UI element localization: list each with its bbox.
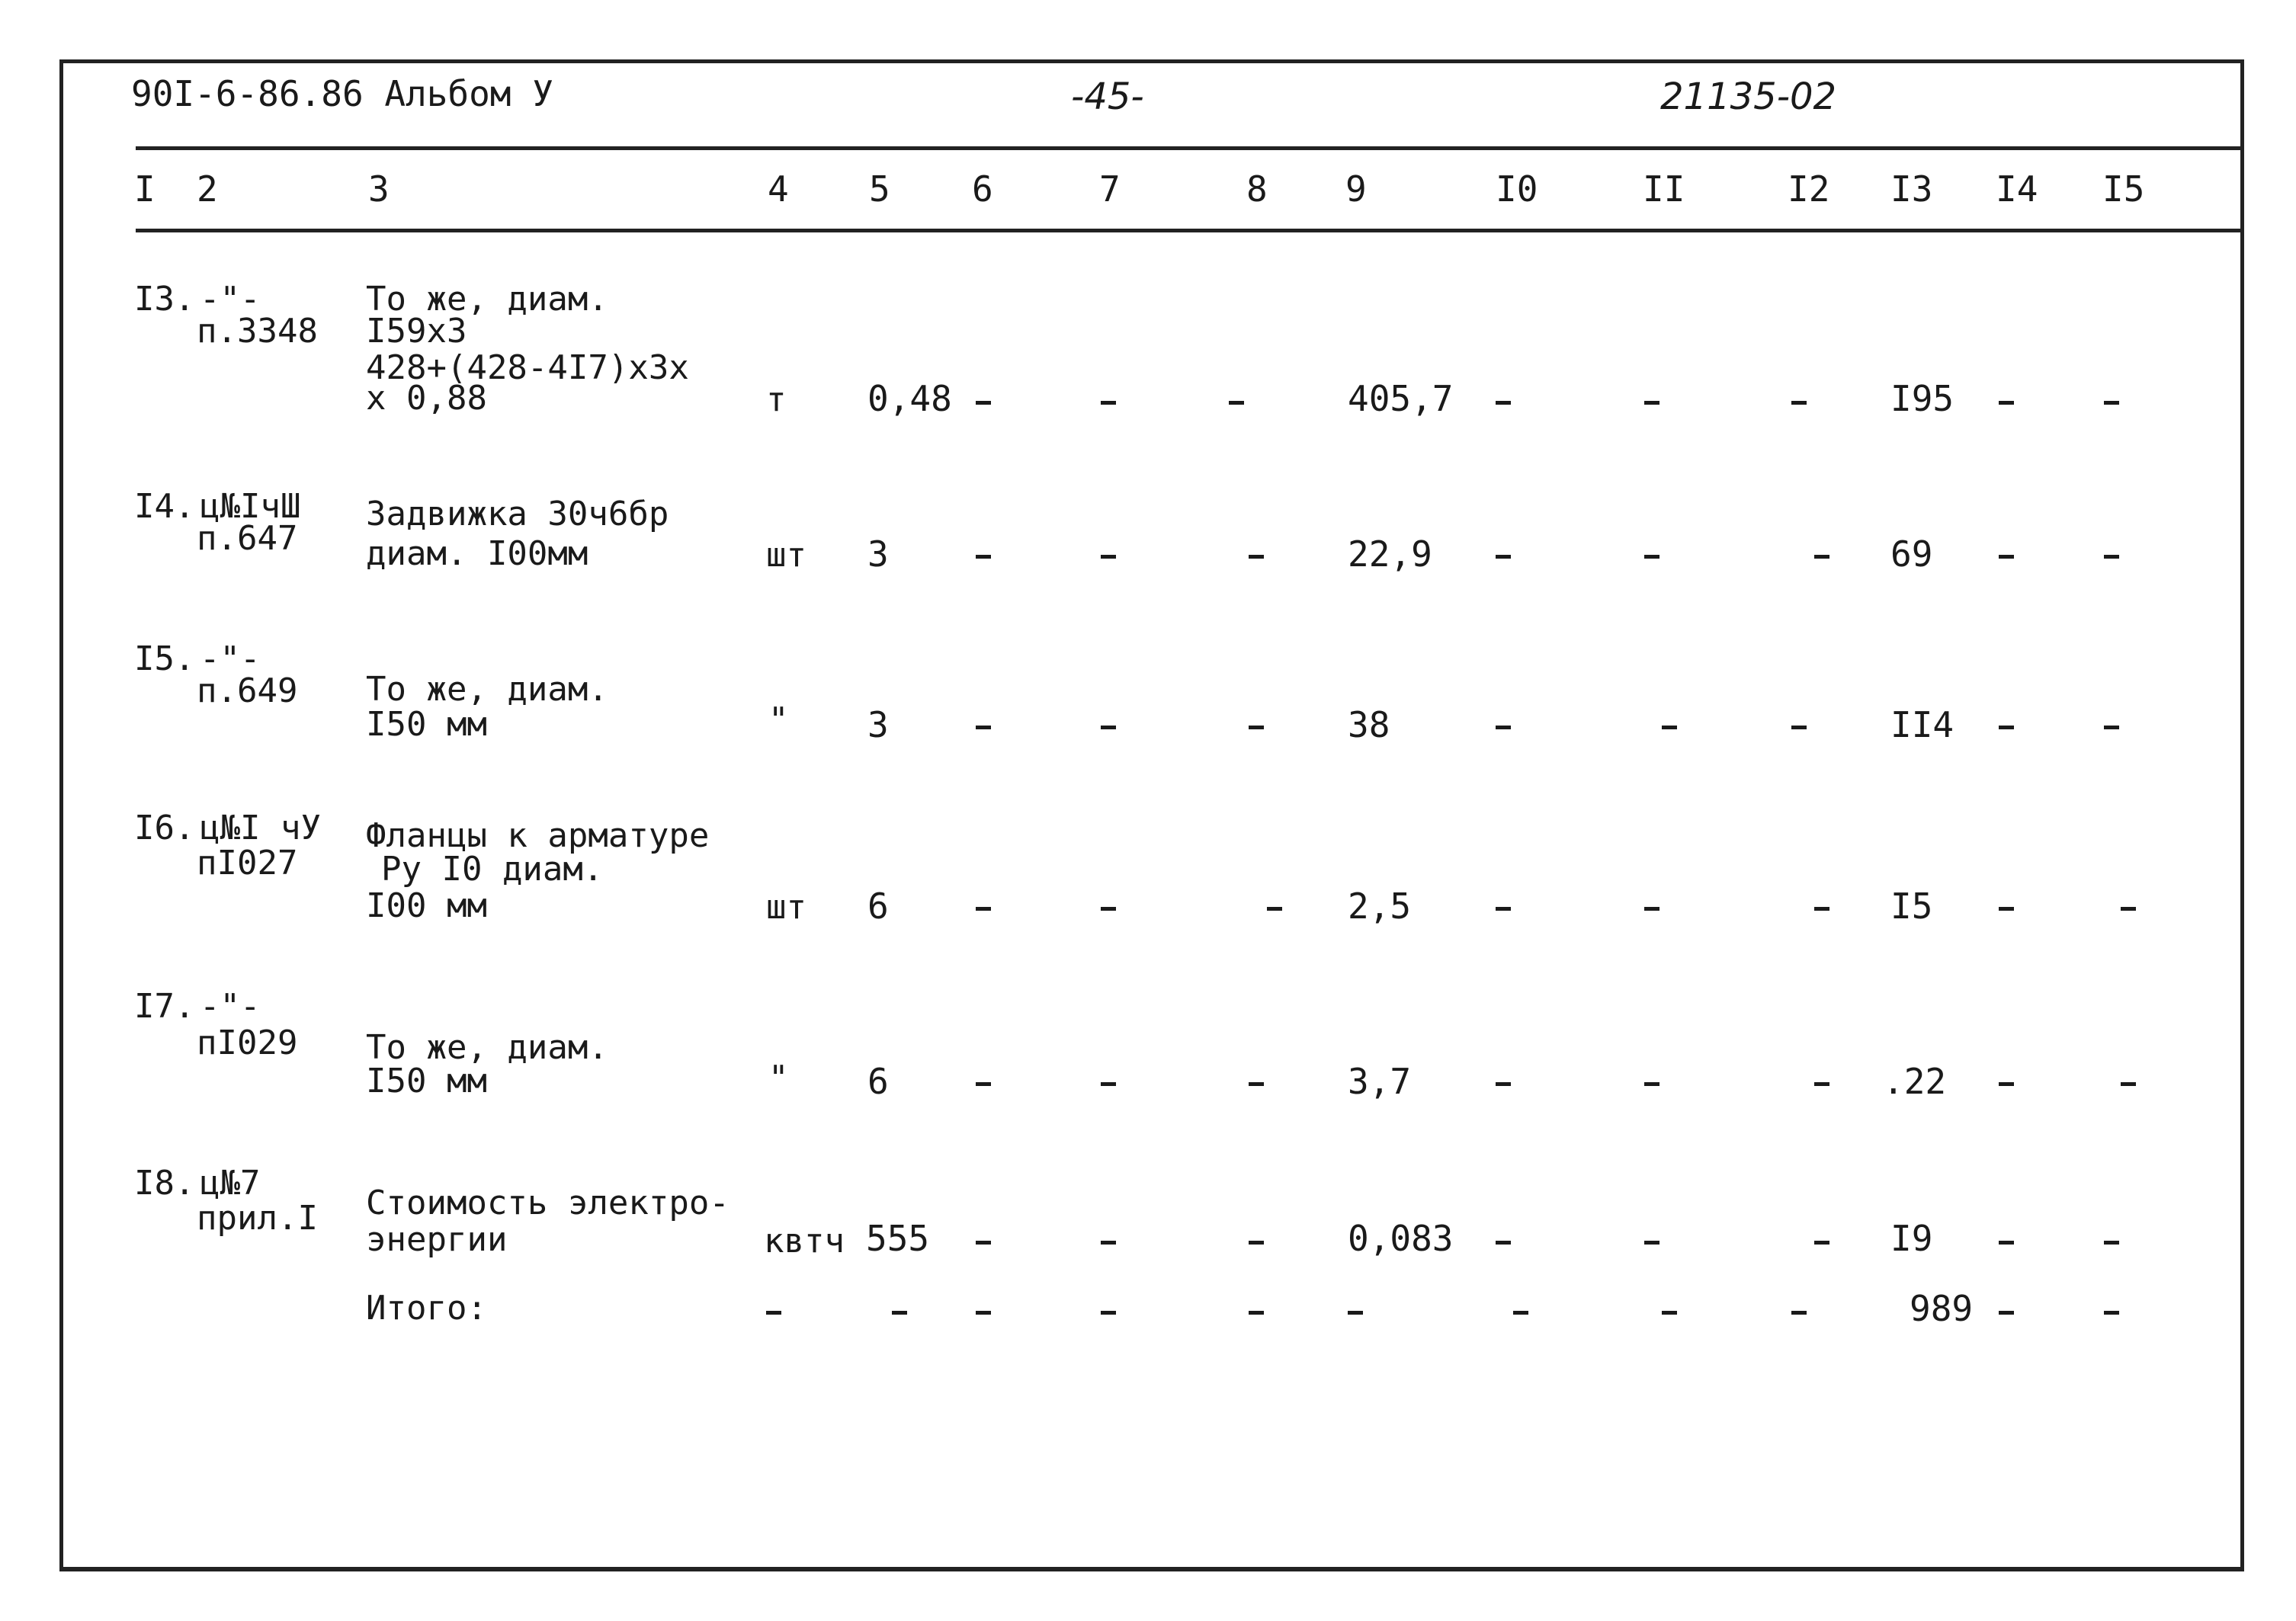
- dash-col12: [1814, 555, 1829, 559]
- row-desc-line: I00 мм: [366, 886, 487, 925]
- total-label: Итого:: [366, 1289, 487, 1328]
- dash-col15: [2104, 555, 2119, 559]
- dash-col15: [2121, 1082, 2136, 1086]
- row-price: 38: [1348, 704, 1390, 745]
- dash-col7: [1101, 555, 1116, 559]
- dash-col12: [1791, 1311, 1807, 1315]
- dash-col8: [1249, 1241, 1264, 1245]
- row-total: 69: [1890, 533, 1933, 575]
- header-rule: [136, 146, 2243, 150]
- dash-col12: [1814, 1082, 1829, 1086]
- dash-col6: [976, 726, 991, 729]
- dash-col8: [1249, 726, 1264, 729]
- dash-col8: [1249, 555, 1264, 559]
- row-desc-line: I50 мм: [366, 705, 487, 744]
- dash-col9: [1348, 1311, 1363, 1315]
- col-header-7: 7: [1099, 168, 1121, 210]
- dash-col15: [2121, 907, 2136, 911]
- dash-col10: [1513, 1311, 1528, 1315]
- row-number: I5.: [134, 639, 195, 678]
- doc-code: 90I-6-86.86 Альбом У: [131, 73, 553, 114]
- col-header-12: I2: [1788, 168, 1830, 210]
- dash-col11: [1644, 555, 1659, 559]
- dash-col12: [1814, 907, 1829, 911]
- row-number: I6.: [134, 809, 195, 847]
- col-header-13: I3: [1890, 168, 1933, 210]
- col-header-9: 9: [1345, 168, 1367, 210]
- col-header-2: 2: [197, 168, 218, 210]
- row-ref-1: -"-: [200, 280, 261, 319]
- col-header-5: 5: [869, 168, 890, 210]
- row-ref-1: -"-: [200, 987, 261, 1026]
- col-header-15: I5: [2102, 168, 2145, 210]
- page-mark: -45-: [1071, 75, 1144, 118]
- dash-col15: [2104, 401, 2119, 405]
- row-total: I5: [1890, 886, 1933, 927]
- dash-col7: [1101, 1311, 1116, 1315]
- row-ref-2: п.647: [197, 519, 298, 558]
- dash-col5: [892, 1311, 907, 1315]
- row-number: I7.: [134, 987, 195, 1026]
- row-desc-line: 428+(428-4I7)х3х: [366, 348, 689, 387]
- row-ref-1: ц№I чУ: [200, 809, 321, 847]
- dash-col11: [1644, 1241, 1659, 1245]
- dash-col10: [1496, 1241, 1511, 1245]
- dash-col7: [1101, 401, 1116, 405]
- row-total: II4: [1890, 704, 1954, 745]
- dash-col10: [1496, 401, 1511, 405]
- dash-col14: [1999, 1241, 2014, 1245]
- dash-col15: [2104, 1311, 2119, 1315]
- row-price: 22,9: [1348, 533, 1432, 575]
- row-number: I8.: [134, 1164, 195, 1203]
- col-header-3: 3: [368, 168, 390, 210]
- row-desc-line: I50 мм: [366, 1062, 487, 1100]
- row-desc-line: Задвижка 30ч6бр: [366, 495, 669, 533]
- dash-col14: [1999, 1311, 2014, 1315]
- col-header-10: I0: [1496, 168, 1538, 210]
- row-ref-2: п.3348: [197, 312, 318, 351]
- dash-col6: [976, 401, 991, 405]
- row-desc-line: Фланцы к арматуре: [366, 816, 710, 855]
- dash-col7: [1101, 907, 1116, 911]
- row-unit: шт: [766, 536, 806, 575]
- row-desc-line: То же, диам.: [366, 280, 608, 319]
- dash-col8: [1229, 401, 1244, 405]
- row-desc-line: Стоимость электро-: [366, 1184, 730, 1222]
- row-ref-2: прил.I: [197, 1199, 318, 1238]
- row-total: .22: [1883, 1061, 1947, 1102]
- dash-col12: [1791, 401, 1807, 405]
- col-header-14: I4: [1996, 168, 2038, 210]
- dash-col6: [976, 1241, 991, 1245]
- row-qty: 3: [867, 533, 889, 575]
- row-number: I4.: [134, 487, 195, 526]
- dash-col4: [766, 1311, 781, 1315]
- dash-col7: [1101, 1241, 1116, 1245]
- row-unit: ": [768, 700, 789, 739]
- dash-col11: [1644, 1082, 1659, 1086]
- dash-col14: [1999, 907, 2014, 911]
- dash-col11: [1644, 401, 1659, 405]
- row-qty: 3: [867, 704, 889, 745]
- row-qty: 6: [867, 1061, 889, 1102]
- row-desc-line: х 0,88: [366, 379, 487, 418]
- col-header-6: 6: [972, 168, 993, 210]
- dash-col6: [976, 555, 991, 559]
- dash-col10: [1496, 1082, 1511, 1086]
- dash-col11: [1662, 1311, 1677, 1315]
- row-price: 405,7: [1348, 378, 1454, 419]
- dash-col6: [976, 1082, 991, 1086]
- dash-col11: [1644, 907, 1659, 911]
- row-qty: 0,48: [867, 378, 952, 419]
- row-desc-line: То же, диам.: [366, 670, 608, 709]
- row-price: 3,7: [1348, 1061, 1412, 1102]
- dash-col14: [1999, 401, 2014, 405]
- row-unit: шт: [766, 888, 806, 927]
- row-number: I3.: [134, 280, 195, 319]
- row-ref-2: пI027: [197, 844, 298, 883]
- row-total: I9: [1890, 1218, 1933, 1259]
- dash-col12: [1791, 726, 1807, 729]
- dash-col10: [1496, 555, 1511, 559]
- dash-col6: [976, 907, 991, 911]
- row-desc-line: энергии: [366, 1220, 508, 1259]
- dash-col14: [1999, 1082, 2014, 1086]
- dash-col10: [1496, 726, 1511, 729]
- col-header-4: 4: [768, 168, 789, 210]
- row-price: 0,083: [1348, 1218, 1454, 1259]
- row-ref-2: пI029: [197, 1024, 298, 1062]
- dash-col8: [1249, 1082, 1264, 1086]
- row-price: 2,5: [1348, 886, 1412, 927]
- dash-col12: [1814, 1241, 1829, 1245]
- col-header-1: I: [134, 168, 156, 210]
- grand-total: 989: [1910, 1288, 1974, 1329]
- dash-col7: [1101, 726, 1116, 729]
- dash-col6: [976, 1311, 991, 1315]
- row-qty: 555: [866, 1218, 930, 1259]
- dash-col10: [1496, 907, 1511, 911]
- dash-col15: [2104, 1241, 2119, 1245]
- row-qty: 6: [867, 886, 889, 927]
- row-ref-1: ц№7: [200, 1164, 261, 1203]
- row-unit: квтч: [764, 1222, 845, 1261]
- row-desc-line: То же, диам.: [366, 1028, 608, 1067]
- row-ref-1: -"-: [200, 639, 261, 678]
- dash-col15: [2104, 726, 2119, 729]
- project-number: 21135-02: [1660, 75, 1837, 118]
- dash-col8: [1267, 907, 1282, 911]
- dash-col14: [1999, 726, 2014, 729]
- row-total: I95: [1890, 378, 1954, 419]
- col-header-8: 8: [1246, 168, 1268, 210]
- row-desc-line: диам. I00мм: [366, 534, 588, 573]
- row-desc-line: Ру I0 диам.: [381, 850, 604, 889]
- col-header-11: II: [1643, 168, 1685, 210]
- row-ref-2: п.649: [197, 671, 298, 710]
- column-header-rule: [136, 229, 2243, 232]
- dash-col7: [1101, 1082, 1116, 1086]
- row-desc-line: I59х3: [366, 312, 467, 351]
- dash-col11: [1662, 726, 1677, 729]
- dash-col8: [1249, 1311, 1264, 1315]
- row-unit: ": [768, 1059, 789, 1097]
- row-ref-1: ц№IчШ: [200, 487, 301, 526]
- row-unit: т: [766, 380, 787, 419]
- dash-col14: [1999, 555, 2014, 559]
